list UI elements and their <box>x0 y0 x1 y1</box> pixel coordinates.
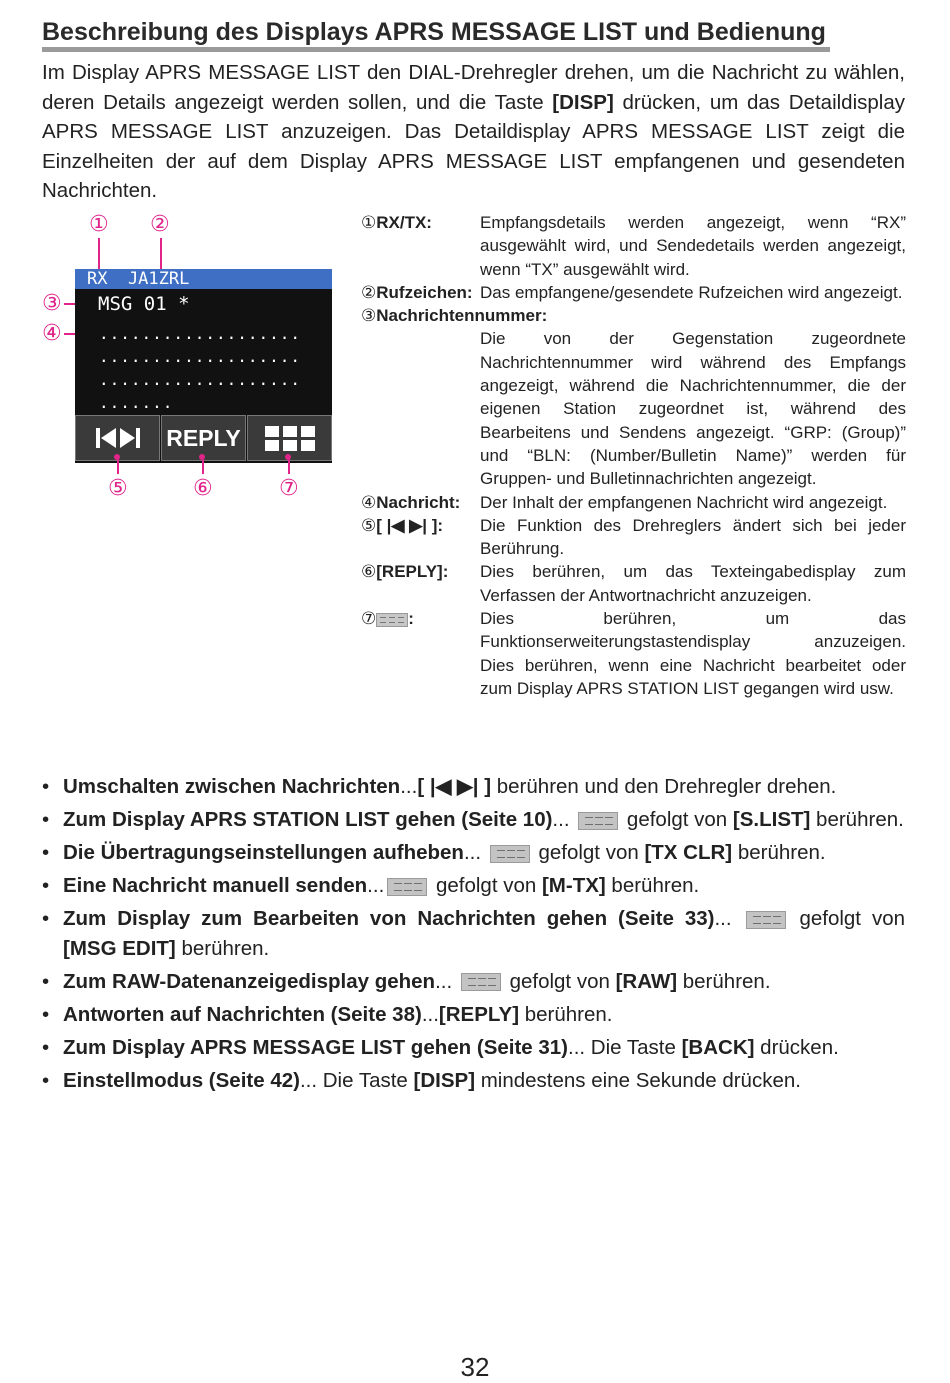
operations-list <box>42 772 905 1099</box>
function-grid-icon <box>387 878 427 896</box>
screen-callsign-header: RX JA1ZRL <box>75 269 332 289</box>
intro-paragraph <box>42 58 905 206</box>
screen-message-number: MSG 01 * <box>98 293 190 315</box>
def-term: ②Rufzeichen: <box>361 282 473 303</box>
display-figure <box>40 210 340 500</box>
def-desc: Das empfangene/gesendete Rufzeichen wird angezeigt. <box>480 282 903 302</box>
def-term: ③Nachrichtennummer: <box>361 306 548 327</box>
page-title: Beschreibung des Displays APRS MESSAGE LIST und Bedienung <box>42 18 826 46</box>
intro-key-disp: [DISP] <box>552 90 614 114</box>
callout-7: ⑦ <box>279 476 299 501</box>
screen-message-line: ....... <box>99 393 174 412</box>
def-item-callsign <box>361 281 906 304</box>
def-term: ①RX/TX: <box>361 213 432 233</box>
def-desc-more: Dies berühren, wenn eine Nachricht bearbeitet oder zum Display APRS STATION LIST gegangen wird usw. <box>480 655 906 698</box>
def-term: ⑦ : <box>361 609 414 630</box>
function-grid-icon <box>490 845 530 863</box>
function-grid-icon <box>746 911 786 929</box>
def-desc: Dies berühren, um das Funktionserweiterungstastendisplay anzuzeigen. <box>480 609 906 652</box>
def-desc: Die von der Gegenstation zugeordnete Nachrichtennummer wird während des Empfangs angezeigt, während die Nachrichtennummer, die der eigenen Station zugeordnet ist, während des Bearbeitens und Sendens angezeigt. “GRP: (Group)” und “BLN: (Number/Bulletin Name)” werden für Gruppen- und Bulletinnachrichten angezeigt. <box>480 329 906 489</box>
list-item: • Zum Display APRS MESSAGE LIST gehen (Seite 31)... Die Taste [BACK] drücken. <box>42 1033 905 1063</box>
leader-dot-6 <box>199 454 205 460</box>
def-item-function-grid <box>361 607 906 700</box>
def-item-message-number <box>361 304 906 490</box>
callout-6: ⑥ <box>193 476 213 501</box>
def-term: ⑥[REPLY]: <box>361 562 449 583</box>
function-grid-icon <box>265 426 315 451</box>
def-term: ④Nachricht: <box>361 492 461 513</box>
def-desc: Der Inhalt der empfangenen Nachricht wird angezeigt. <box>480 492 888 512</box>
page-number: 32 <box>460 1352 490 1382</box>
list-item: • Eine Nachricht manuell senden... gefolgt von [M-TX] berühren. <box>42 871 905 901</box>
screen-message-line: ................... <box>99 370 302 389</box>
function-grid-icon <box>376 613 408 627</box>
def-desc: Die Funktion des Drehreglers ändert sich bei jeder Berührung. <box>480 515 906 559</box>
callout-1: ① <box>89 212 109 237</box>
screen-message-line: ................... <box>99 324 302 343</box>
callout-5: ⑤ <box>108 476 128 501</box>
intro-text-1: Im Display APRS MESSAGE LIST den DIAL-Drehregler drehen, um die Nachricht zu wählen, deren Details angezeigt werden sollen, und die Taste <box>42 61 905 114</box>
list-item: • Zum Display zum Bearbeiten von Nachrichten gehen (Seite 33)... gefolgt von [MSG EDIT] berühren. <box>42 904 905 963</box>
leader-dot-5 <box>114 454 120 460</box>
def-item-message <box>361 491 906 514</box>
list-item: • Umschalten zwischen Nachrichten...[ |◀ ▶| ] berühren und den Drehregler drehen. <box>42 772 905 802</box>
def-desc: Empfangsdetails werden angezeigt, wenn “RX” ausgewählt wird, und Sendedetails werden angezeigt, wenn “TX” ausgewählt wird. <box>480 213 906 279</box>
aprs-detail-screen <box>75 269 332 463</box>
list-item: • Zum Display APRS STATION LIST gehen (Seite 10)... gefolgt von [S.LIST] berühren. <box>42 805 905 835</box>
function-grid-icon <box>461 973 501 991</box>
title-underline <box>42 47 830 52</box>
def-item-rxtx <box>361 211 906 281</box>
list-item: • Antworten auf Nachrichten (Seite 38)...[REPLY] berühren. <box>42 1000 905 1030</box>
def-item-reply <box>361 560 906 607</box>
intro-text-2: drücken, um das Detaildisplay APRS MESSAGE LIST anzuzeigen. Das Detaildisplay APRS MESSAGE LIST zeigt die Einzelheiten der auf dem Display APRS MESSAGE LIST empfangenen und gesendeten Nachrichten. <box>42 90 905 202</box>
list-item: • Zum RAW-Datenanzeigedisplay gehen... gefolgt von [RAW] berühren. <box>42 967 905 997</box>
callout-4: ④ <box>42 321 62 346</box>
callout-2: ② <box>150 212 170 237</box>
leader-dot-7 <box>285 454 291 460</box>
function-grid-icon <box>578 812 618 830</box>
callout-definitions <box>361 211 906 700</box>
def-term: ⑤[ |◀ ▶| ]: <box>361 515 444 536</box>
screen-message-line: ................... <box>99 347 302 366</box>
skip-prev-next-icon <box>94 426 142 450</box>
callout-3: ③ <box>42 291 62 316</box>
list-item: • Einstellmodus (Seite 42)... Die Taste [DISP] mindestens eine Sekunde drücken. <box>42 1066 905 1096</box>
list-item: • Die Übertragungseinstellungen aufheben... gefolgt von [TX CLR] berühren. <box>42 838 905 868</box>
def-item-prev-next <box>361 514 906 561</box>
def-desc: Dies berühren, um das Texteingabedisplay zum Verfassen der Antwortnachricht anzuzeigen. <box>480 562 906 605</box>
reply-button-label: REPLY <box>166 424 241 451</box>
